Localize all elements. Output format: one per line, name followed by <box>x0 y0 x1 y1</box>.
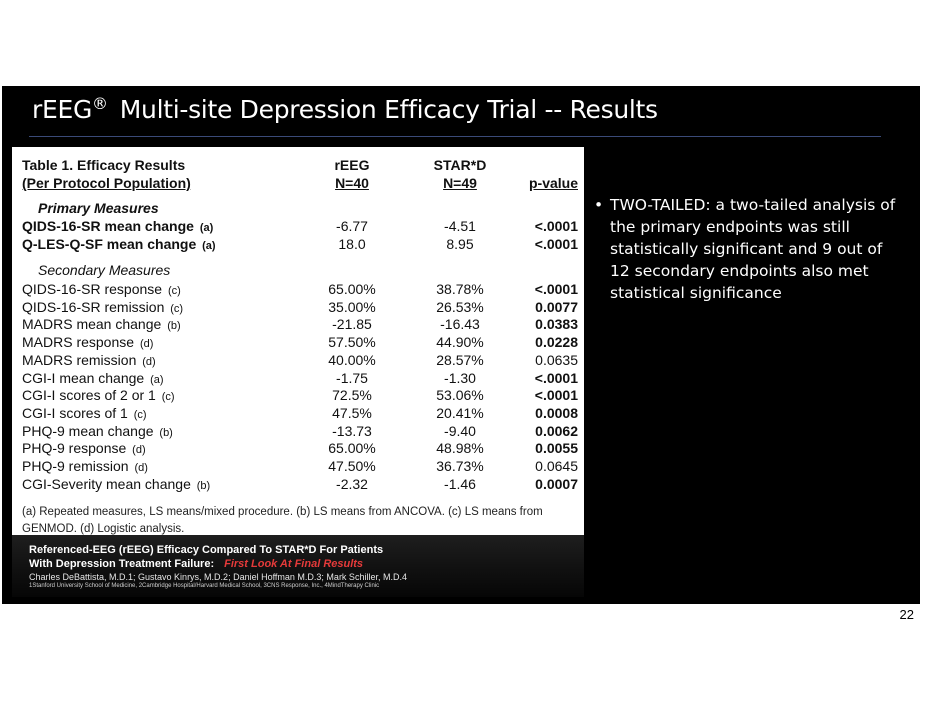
table-row <box>22 476 578 494</box>
measure-cell: CGI-I scores of 2 or 1 (c) <box>22 387 175 404</box>
section-title: Secondary Measures <box>38 262 171 278</box>
reeg-value: 40.00% <box>328 351 376 368</box>
table-row <box>22 281 578 299</box>
reeg-value: 57.50% <box>328 334 376 351</box>
measure-cell: MADRS response (d) <box>22 334 154 351</box>
table-row <box>22 405 578 423</box>
measure-cell: QIDS-16-SR mean change (a) <box>22 218 214 234</box>
table-row <box>22 352 578 370</box>
measure-cell: CGI-I scores of 1 (c) <box>22 404 147 421</box>
p-value: 0.0008 <box>535 404 578 421</box>
p-value: 0.0007 <box>535 475 578 492</box>
table-row <box>22 458 578 476</box>
p-value: 0.0383 <box>535 316 578 333</box>
p-value: 0.0062 <box>535 422 578 439</box>
measure-note: (d) <box>134 462 148 474</box>
p-value: 0.0077 <box>535 298 578 315</box>
bullet-text: TWO-TAILED: a two-tailed analysis of the primary endpoints was still statistically significant and 9 out of 12 secondary endpoints also met statistical significance <box>610 196 896 302</box>
measure-note: (c) <box>161 391 175 404</box>
reeg-value: -6.77 <box>336 218 368 234</box>
table-row <box>22 316 578 334</box>
reeg-value: 47.50% <box>328 458 376 474</box>
stard-value: 26.53% <box>436 298 484 315</box>
banner-line2-text: With Depression Treatment Failure: <box>29 558 215 570</box>
title-divider <box>29 136 881 137</box>
stard-value: 28.57% <box>436 351 484 368</box>
reeg-value: 18.0 <box>338 236 366 252</box>
title-main: rEEG <box>32 95 93 124</box>
banner-highlight: First Look At Final Results <box>224 558 364 570</box>
p-value: <.0001 <box>534 369 578 386</box>
measure-note: (d) <box>139 338 154 351</box>
stard-value: 8.95 <box>446 236 474 252</box>
reeg-value: -2.32 <box>336 475 368 492</box>
col-header-reeg: rEEG <box>334 157 370 173</box>
banner-title-line2 <box>29 558 363 570</box>
measure-cell: CGI-I mean change (a) <box>22 369 164 386</box>
measure-note: (b) <box>167 320 181 333</box>
slide-title <box>32 94 658 124</box>
table-row <box>22 387 578 405</box>
registered-mark: ® <box>92 94 108 113</box>
p-value: 0.0228 <box>535 334 578 351</box>
measure-note: (c) <box>133 408 147 421</box>
measure-cell: Q-LES-Q-SF mean change (a) <box>22 236 216 252</box>
col-header-reeg-n: N=40 <box>335 175 369 191</box>
efficacy-table-panel <box>12 147 584 597</box>
reeg-value: 35.00% <box>328 298 376 315</box>
measure-cell: PHQ-9 mean change (b) <box>22 422 173 439</box>
table-row <box>22 299 578 317</box>
reeg-value: -1.75 <box>336 369 368 386</box>
measure-note: (c) <box>167 285 181 297</box>
bullet-point <box>594 194 904 304</box>
measure-cell: CGI-Severity mean change (b) <box>22 475 211 492</box>
measure-note: (d) <box>132 444 146 457</box>
title-rest: Multi-site Depression Efficacy Trial -- Results <box>119 95 658 124</box>
banner-title-line1: Referenced-EEG (rEEG) Efficacy Compared To STAR*D For Patients <box>29 544 384 556</box>
table-row <box>22 218 578 236</box>
stard-value: -16.43 <box>440 316 480 333</box>
col-header-stard: STAR*D <box>433 157 487 173</box>
table-subtitle: (Per Protocol Population) <box>22 175 191 191</box>
measure-cell: PHQ-9 remission (d) <box>22 458 148 474</box>
p-value: <.0001 <box>534 387 578 404</box>
stard-value: 20.41% <box>436 404 484 421</box>
stard-value: -1.46 <box>444 475 476 492</box>
reeg-value: 65.00% <box>328 440 376 457</box>
reeg-value: 65.00% <box>328 281 376 297</box>
measure-cell: QIDS-16-SR response (c) <box>22 281 181 297</box>
measure-note: (a) <box>202 240 216 252</box>
section-title: Primary Measures <box>38 200 159 216</box>
p-value: <.0001 <box>534 281 578 297</box>
page-number: 22 <box>899 607 914 622</box>
stard-value: 48.98% <box>436 440 484 457</box>
slide <box>2 86 920 604</box>
stard-value: -9.40 <box>444 422 476 439</box>
table-row <box>22 236 578 254</box>
bullet-symbol: • <box>594 196 604 214</box>
col-header-pvalue: p-value <box>528 175 578 191</box>
p-value: <.0001 <box>534 236 578 252</box>
table-header-row-2 <box>22 175 578 193</box>
p-value: 0.0635 <box>535 351 578 368</box>
stard-value: 53.06% <box>436 387 484 404</box>
table-footnote: (a) Repeated measures, LS means/mixed procedure. (b) LS means from ANCOVA. (c) LS means from GENMOD. (d) Logistic analysis. <box>22 506 543 535</box>
p-value: 0.0645 <box>535 458 578 474</box>
poster-banner <box>12 535 584 597</box>
table-row <box>22 334 578 352</box>
col-header-stard-n: N=49 <box>443 175 477 191</box>
p-value: <.0001 <box>534 218 578 234</box>
table-title: Table 1. Efficacy Results <box>22 157 186 173</box>
stard-value: -1.30 <box>444 369 476 386</box>
table-row <box>22 370 578 388</box>
reeg-value: -13.73 <box>332 422 372 439</box>
reeg-value: -21.85 <box>332 316 372 333</box>
measure-note: (c) <box>170 302 184 315</box>
measure-note: (b) <box>159 426 173 439</box>
banner-authors: Charles DeBattista, M.D.1; Gustavo Kinrys, M.D.2; Daniel Hoffman M.D.3; Mark Schiller, M.D.4 <box>29 572 407 582</box>
banner-affiliations: 1Stanford University School of Medicine, 2Cambridge Hospital/Harvard Medical School, 3CNS Response, Inc., 4MindTherapy Clinic <box>29 583 380 589</box>
reeg-value: 47.5% <box>332 404 372 421</box>
measure-cell: MADRS mean change (b) <box>22 316 181 333</box>
table-row <box>22 423 578 441</box>
stard-value: -4.51 <box>444 218 476 234</box>
p-value: 0.0055 <box>535 440 578 457</box>
measure-cell: QIDS-16-SR remission (c) <box>22 298 184 315</box>
table-header-row-1 <box>22 157 578 175</box>
table-row <box>22 440 578 458</box>
measure-note: (b) <box>196 479 211 492</box>
measure-cell: PHQ-9 response (d) <box>22 440 146 457</box>
stard-value: 38.78% <box>436 281 484 297</box>
measure-note: (a) <box>199 222 214 234</box>
secondary-measures-heading <box>22 262 578 280</box>
measure-cell: MADRS remission (d) <box>22 351 156 368</box>
stard-value: 44.90% <box>436 334 484 351</box>
measure-note: (a) <box>150 373 164 386</box>
reeg-value: 72.5% <box>332 387 372 404</box>
stard-value: 36.73% <box>436 458 484 474</box>
primary-measures-heading <box>22 200 578 218</box>
measure-note: (d) <box>142 355 156 368</box>
